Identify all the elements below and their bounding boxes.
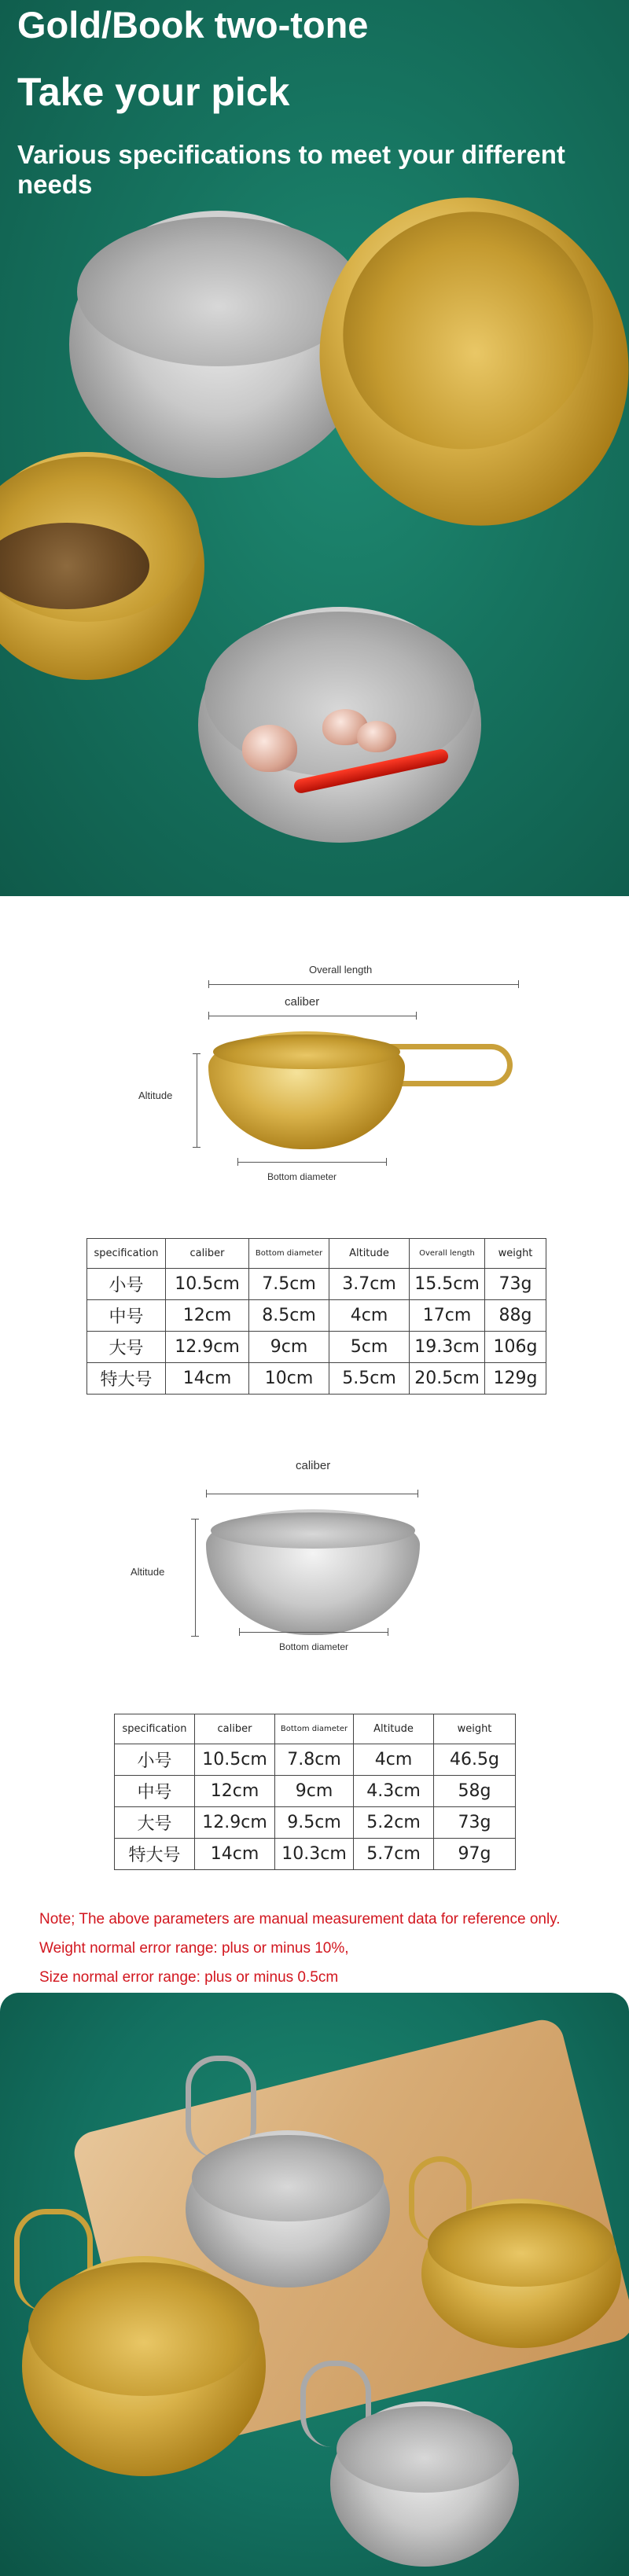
gold-bowl-pepper <box>0 452 204 680</box>
cell-caliber: 14cm <box>195 1839 275 1870</box>
cell-spec: 小号 <box>115 1744 195 1776</box>
table-header-row <box>115 1714 516 1744</box>
cell-bottom-diameter: 9.5cm <box>275 1807 354 1839</box>
header-weight: weight <box>485 1239 546 1269</box>
silver-plain-bowl <box>206 1509 420 1635</box>
plain-bowl-diagram <box>0 1446 629 1666</box>
cell-caliber: 10.5cm <box>166 1269 249 1300</box>
table-row <box>115 1744 516 1776</box>
product-photo-bottom <box>0 1993 629 2576</box>
cell-caliber: 12.9cm <box>195 1807 275 1839</box>
bottom-diameter-label: Bottom diameter <box>267 1171 337 1182</box>
cell-caliber: 12cm <box>166 1300 249 1332</box>
plain-spec-table <box>114 1714 516 1870</box>
note-line-2: Weight normal error range: plus or minus 10%, <box>39 1940 349 1957</box>
cell-weight: 73g <box>434 1807 516 1839</box>
silver-bowl-chili <box>198 607 481 843</box>
cell-caliber: 14cm <box>166 1363 249 1395</box>
table-row <box>87 1269 546 1300</box>
cell-spec: 中号 <box>115 1776 195 1807</box>
cell-bottom-diameter: 8.5cm <box>249 1300 329 1332</box>
cell-bottom-diameter: 10cm <box>249 1363 329 1395</box>
table-header-row <box>87 1239 546 1269</box>
header-bottom-diameter: Bottom diameter <box>275 1714 354 1744</box>
hero-subtitle: Various specifications to meet your different needs <box>17 140 565 199</box>
gold-handled-bowl <box>208 1031 405 1149</box>
cell-spec: 大号 <box>87 1332 166 1363</box>
handled-spec-table <box>86 1238 546 1395</box>
header-altitude: Altitude <box>354 1714 434 1744</box>
cell-altitude: 5cm <box>329 1332 410 1363</box>
header-specification: specification <box>87 1239 166 1269</box>
cell-spec: 中号 <box>87 1300 166 1332</box>
cell-altitude: 4.3cm <box>354 1776 434 1807</box>
cell-altitude: 4cm <box>329 1300 410 1332</box>
header-specification: specification <box>115 1714 195 1744</box>
altitude-label: Altitude <box>131 1566 165 1578</box>
cell-bottom-diameter: 7.8cm <box>275 1744 354 1776</box>
table-row <box>87 1363 546 1395</box>
bottom-diameter-line <box>239 1632 388 1633</box>
note-line-3: Size normal error range: plus or minus 0.5cm <box>39 1969 339 1986</box>
header-caliber: caliber <box>166 1239 249 1269</box>
altitude-line <box>195 1519 196 1637</box>
hero-title-line1: Gold/Book two-tone <box>17 4 369 46</box>
cell-bottom-diameter: 9cm <box>275 1776 354 1807</box>
cell-overall-length: 15.5cm <box>410 1269 485 1300</box>
silver-handled-bowl-top <box>186 2130 390 2288</box>
cell-weight: 73g <box>485 1269 546 1300</box>
cell-altitude: 5.7cm <box>354 1839 434 1870</box>
cell-overall-length: 20.5cm <box>410 1363 485 1395</box>
caliber-label: caliber <box>285 995 320 1009</box>
silver-handled-bowl-bottom <box>330 2401 519 2567</box>
header-caliber: caliber <box>195 1714 275 1744</box>
header-altitude: Altitude <box>329 1239 410 1269</box>
cell-altitude: 3.7cm <box>329 1269 410 1300</box>
header-weight: weight <box>434 1714 516 1744</box>
table-row <box>87 1332 546 1363</box>
overall-length-line <box>208 984 519 985</box>
hero-banner <box>0 0 629 896</box>
cell-altitude: 5.2cm <box>354 1807 434 1839</box>
cell-spec: 特大号 <box>87 1363 166 1395</box>
gold-bowl-tilted <box>278 157 629 566</box>
cell-spec: 大号 <box>115 1807 195 1839</box>
bottom-diameter-label: Bottom diameter <box>279 1641 349 1652</box>
header-overall-length: Overall length <box>410 1239 485 1269</box>
cell-spec: 小号 <box>87 1269 166 1300</box>
cell-caliber: 10.5cm <box>195 1744 275 1776</box>
gold-handled-bowl-left <box>22 2256 266 2476</box>
cell-overall-length: 19.3cm <box>410 1332 485 1363</box>
overall-length-label: Overall length <box>309 964 373 976</box>
table-row <box>115 1776 516 1807</box>
table-row <box>87 1300 546 1332</box>
cell-bottom-diameter: 7.5cm <box>249 1269 329 1300</box>
cell-caliber: 12cm <box>195 1776 275 1807</box>
cell-caliber: 12.9cm <box>166 1332 249 1363</box>
cell-weight: 46.5g <box>434 1744 516 1776</box>
cell-bottom-diameter: 9cm <box>249 1332 329 1363</box>
cell-bottom-diameter: 10.3cm <box>275 1839 354 1870</box>
caliber-label: caliber <box>296 1459 331 1472</box>
bottom-diameter-line <box>237 1162 387 1163</box>
cell-weight: 129g <box>485 1363 546 1395</box>
cell-weight: 88g <box>485 1300 546 1332</box>
cell-weight: 58g <box>434 1776 516 1807</box>
table-row <box>115 1839 516 1870</box>
cell-spec: 特大号 <box>115 1839 195 1870</box>
cell-weight: 106g <box>485 1332 546 1363</box>
note-line-1: Note; The above parameters are manual measurement data for reference only. <box>39 1911 561 1927</box>
cell-altitude: 5.5cm <box>329 1363 410 1395</box>
cell-altitude: 4cm <box>354 1744 434 1776</box>
gold-handled-bowl-right <box>421 2199 621 2348</box>
table-row <box>115 1807 516 1839</box>
handled-bowl-diagram <box>0 943 629 1203</box>
cell-overall-length: 17cm <box>410 1300 485 1332</box>
hero-title-line2: Take your pick <box>17 70 290 114</box>
altitude-label: Altitude <box>138 1090 173 1101</box>
cell-weight: 97g <box>434 1839 516 1870</box>
header-bottom-diameter: Bottom diameter <box>249 1239 329 1269</box>
